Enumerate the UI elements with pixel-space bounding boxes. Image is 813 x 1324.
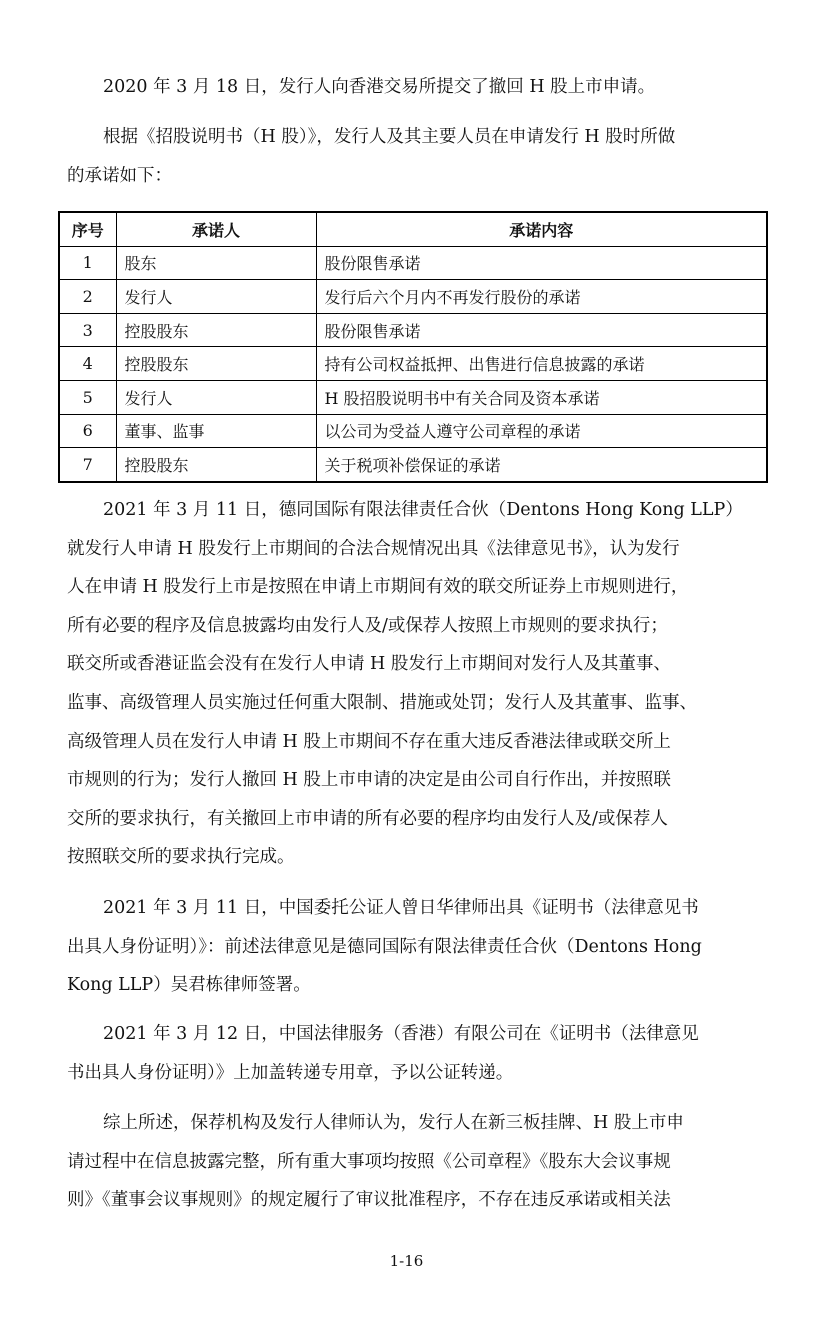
paragraph-notary-certificate [67,889,759,1005]
text-line: 所有必要的程序及信息披露均由发行人及/或保荐人按照上市规则的要求执行； [67,615,668,636]
row-no: 5 [59,380,116,414]
row-no: 2 [59,280,116,314]
row-content: 股份限售承诺 [316,246,767,280]
commitments-table [58,211,768,483]
text-line: 人在申请 H 股发行上市是按照在申请上市期间有效的联交所证券上市规则进行， [67,577,689,598]
row-content: H 股招股说明书中有关合同及资本承诺 [316,380,767,414]
row-no: 1 [59,246,116,280]
table-row [59,414,767,448]
paragraph-commitments-intro [67,118,759,195]
table-header-row [59,212,767,246]
row-party: 控股股东 [116,313,316,347]
text-line: 书出具人身份证明）》上加盖转递专用章，予以公证转递。 [67,1062,514,1083]
paragraph-h-share-withdrawal [67,68,759,107]
text-line: 按照联交所的要求执行完成。 [67,847,295,868]
table-row [59,380,767,414]
row-content: 发行后六个月内不再发行股份的承诺 [316,280,767,314]
row-party: 控股股东 [116,347,316,381]
row-content: 持有公司权益抵押、出售进行信息披露的承诺 [316,347,767,381]
text-line: 根据《招股说明书（H 股）》，发行人及其主要人员在申请发行 H 股时所做 [103,127,676,147]
row-party: 控股股东 [116,448,316,482]
page-number: 1-16 [389,1252,424,1270]
text-line: 的承诺如下： [67,165,172,186]
text-line: 出具人身份证明）》：前述法律意见是德同国际有限法律责任合伙（Dentons Hong [67,936,702,957]
row-content: 关于税项补偿保证的承诺 [316,448,767,482]
row-content: 以公司为受益人遵守公司章程的承诺 [316,414,767,448]
header-content: 承诺内容 [316,212,767,246]
text-line: 就发行人申请 H 股发行上市期间的合法合规情况出具《法律意见书》，认为发行 [67,538,680,559]
text-line: 联交所或香港证监会没有在发行人申请 H 股发行上市期间对发行人及其董事、 [67,654,671,675]
text-line: 交所的要求执行，有关撤回上市申请的所有必要的程序均由发行人及/或保荐人 [67,808,668,829]
header-party: 承诺人 [116,212,316,246]
text-line: 2021 年 3 月 11 日，德同国际有限法律责任合伙（Dentons Hong Kong LLP） [103,500,743,520]
table-row [59,313,767,347]
text-line: 请过程中在信息披露完整，所有重大事项均按照《公司章程》《股东大会议事规 [67,1151,671,1172]
paragraph-legal-service-transfer [67,1015,759,1092]
table-row [59,246,767,280]
row-no: 3 [59,313,116,347]
table-row [59,347,767,381]
text-line: 2021 年 3 月 12 日，中国法律服务（香港）有限公司在《证明书（法律意见 [103,1024,699,1044]
row-content: 股份限售承诺 [316,313,767,347]
text-line: 2021 年 3 月 11 日，中国委托公证人曾日华律师出具《证明书（法律意见书 [103,898,699,918]
row-party: 发行人 [116,280,316,314]
text-line: 2020 年 3 月 18 日，发行人向香港交易所提交了撤回 H 股上市申请。 [103,77,656,97]
header-no: 序号 [59,212,116,246]
row-no: 4 [59,347,116,381]
table-row [59,448,767,482]
paragraph-dentons-opinion [67,491,759,877]
row-no: 7 [59,448,116,482]
table-row [59,280,767,314]
text-line: 综上所述，保荐机构及发行人律师认为，发行人在新三板挂牌、H 股上市申 [103,1113,684,1133]
paragraph-conclusion [67,1104,759,1220]
text-line: 市规则的行为；发行人撤回 H 股上市申请的决定是由公司自行作出，并按照联 [67,770,671,791]
row-party: 发行人 [116,380,316,414]
row-no: 6 [59,414,116,448]
text-line: Kong LLP）吴君栋律师签署。 [67,975,311,996]
text-line: 则》《董事会议事规则》的规定履行了审议批准程序，不存在违反承诺或相关法 [67,1190,671,1211]
row-party: 股东 [116,246,316,280]
row-party: 董事、监事 [116,414,316,448]
text-line: 监事、高级管理人员实施过任何重大限制、措施或处罚；发行人及其董事、监事、 [67,692,697,713]
text-line: 高级管理人员在发行人申请 H 股上市期间不存在重大违反香港法律或联交所上 [67,731,671,752]
